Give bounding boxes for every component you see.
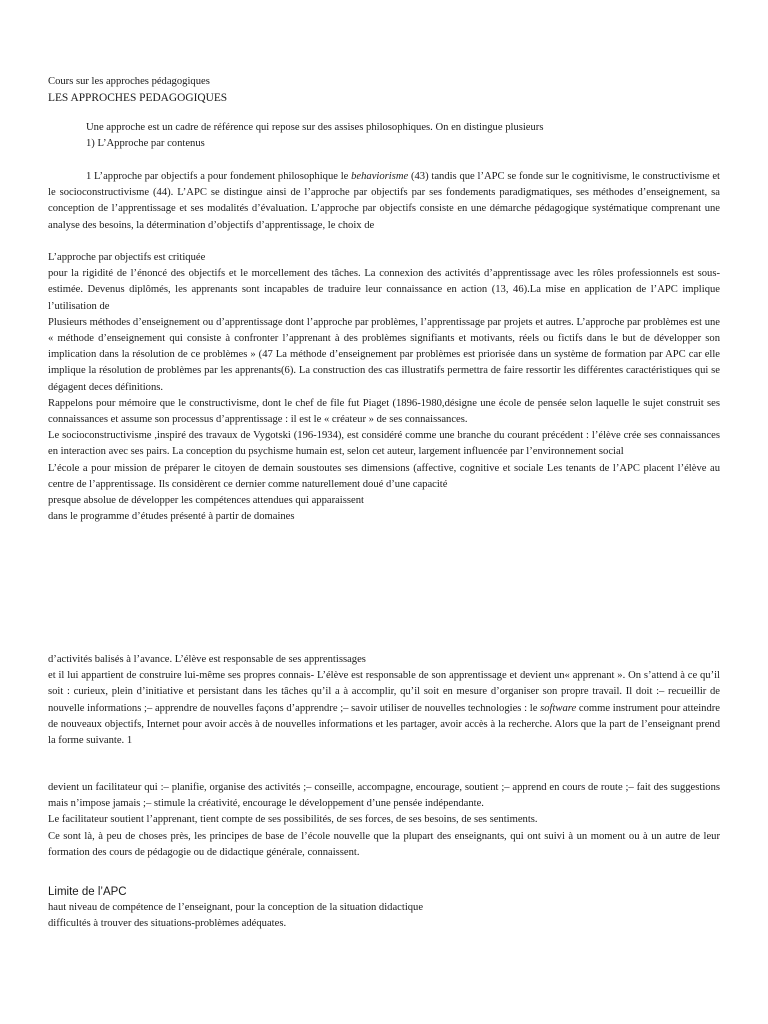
support-paragraph: Le facilitateur soutient l’apprenant, tient compte de ses possibilités, de ses forces, de ses besoins, de ses sentiments. [48, 814, 538, 826]
intro-line: Une approche est un cadre de référence qui repose sur des assises philosophiques. On en distingue plusieurs [86, 122, 544, 133]
intro-block [86, 120, 720, 152]
limits-block [48, 884, 720, 933]
line-dans: dans le programme d’études présenté à partir de domaines [48, 511, 295, 523]
critique-paragraph: pour la rigidité de l’énoncé des objectifs et le morcellement des tâches. La connexion des activités d’apprentissage avec les rôles professionnels est sous-estimée. Devenus diplômés, les apprenants sont incapables de traduire leur connaissance en action (13, 46).La mise en application de l’APC implique l’utilisation de [48, 268, 720, 312]
limits-line-2: difficultés à trouver des situations-problèmes adéquates. [48, 918, 287, 930]
line-presque: presque absolue de développer les compétences attendues qui apparaissent [48, 495, 364, 507]
para1-italic: behaviorisme [351, 171, 409, 182]
main-title: LES APPROCHES PEDAGOGIQUES [48, 92, 228, 105]
limits-heading: Limite de l’APC [48, 886, 127, 898]
learner-paragraph-start: et il lui appartient de construire lui-même ses propres connais- L’élève est responsable de son apprentissage et devient un« apprenant ». On s’attend à ce qu’il soit : curieux, plein d’initiative et persistant dans les tâches qu’il a à accomplir, qu’il soit en mesure d’organiser son propre travail. Il doit :– recueillir de nouvelle informations ;– apprendre de nouvelles façons d’apprendre ;– savoir utiliser de nouvelles technologies : le [48, 670, 720, 714]
second-line: d’activités balisés à l’avance. L’élève est responsable de ses apprentissages [48, 654, 366, 665]
methods-paragraph: Plusieurs méthodes d’enseignement ou d’apprentissage dont l’approche par problèmes, l’apprentissage par projets et autres. L’approche par problèmes est une « méthode d’enseignement qui consiste à confronter l’apprenant à des problèmes signifiants et motivants, réels ou fictifs dans le but de développer son implication dans la résolution de ce problèmes » (47 La méthode d’enseignement par problèmes est priorisée dans un système de formation par APC car elle implique la résolution de problèmes par les apprenants(6). La construction des cas illustratifs permettra de faire ressortir les différentes caractéristiques qui se dégagent deces définitions. [48, 316, 720, 393]
constructivism-paragraph: Rappelons pour mémoire que le constructivisme, dont le chef de file fut Piaget (1896-1980,désigne une école de pensée selon laquelle le sujet construit ses connaissances et assume son processus d’apprentissage : il est le « créateur » de ses connaissances. [48, 397, 720, 426]
para1-rest: (43) tandis que l’APC se fonde sur le cognitivisme, le constructivisme et le socioconstructivisme (44). L’APC se distingue ainsi de l’approche par objectifs par ses fondements paradigmatiques, ses méthodes d’enseignement, sa conception de l’apprentissage et ses modalités d’évaluation. L’approche par objectifs consiste en une démarche pédagogique systématique comprenant une analyse des besoins, la détermination d’objectifs d’apprentissage, le choix de [48, 171, 720, 231]
header-block [48, 74, 720, 106]
para1-start: 1 L’approche par objectifs a pour fondement philosophique le [86, 171, 352, 182]
principles-paragraph: Ce sont là, à peu de choses près, les principes de base de l’école nouvelle que la plupart des enseignants, qui ont suivi à un moment ou à un autre de leur formation des cours de pédagogie ou de didactique générale, connaissent. [48, 830, 720, 858]
learner-paragraph-rest: comme instrument pour atteindre de nouveaux objectifs, Internet pour avoir accès à de nouvelles informations et les partager, avoir accès à la recherche. Alors que la part de l’enseignant prend la forme suivante. 1 [48, 702, 720, 747]
learner-italic: software [540, 702, 577, 714]
facilitator-paragraph: devient un facilitateur qui :– planifie, organise des activités ;– conseille, accompagne, encourage, soutient ;– apprend en cours de route ;– fait des suggestions mais n’impose jamais ;– stimule la créativité, encourage le développement d’une pensée indépendante. [48, 782, 720, 810]
facilitator-block [48, 780, 720, 861]
course-title: Cours sur les approches pédagogiques [48, 76, 210, 87]
intro-item-1: 1) L’Approche par contenus [86, 138, 205, 150]
second-block [48, 652, 720, 749]
socioconstructivism-paragraph: Le socioconstructivisme ,inspiré des travaux de Vygotski (196-1934), est considéré comme une branche du courant précédent : l’élève crée ses connaissances en interaction avec ses pairs. La conception du psychisme humain est, selon cet auteur, largement influencée par l’environnement social [48, 430, 720, 458]
paragraph-objectives [48, 169, 720, 234]
school-paragraph: L’école a pour mission de préparer le citoyen de demain soustoutes ses dimensions (affective, cognitive et sociale Les tenants de l’APC placent l’élève au centre de l’apprentissage. Ils considèrent ce dernier comme naturellement doué d’une capacité [48, 462, 720, 490]
limits-line-1: haut niveau de compétence de l’enseignant, pour la conception de la situation didactique [48, 902, 424, 914]
critique-block [48, 250, 720, 525]
critique-line: L’approche par objectifs est critiquée [48, 252, 206, 263]
